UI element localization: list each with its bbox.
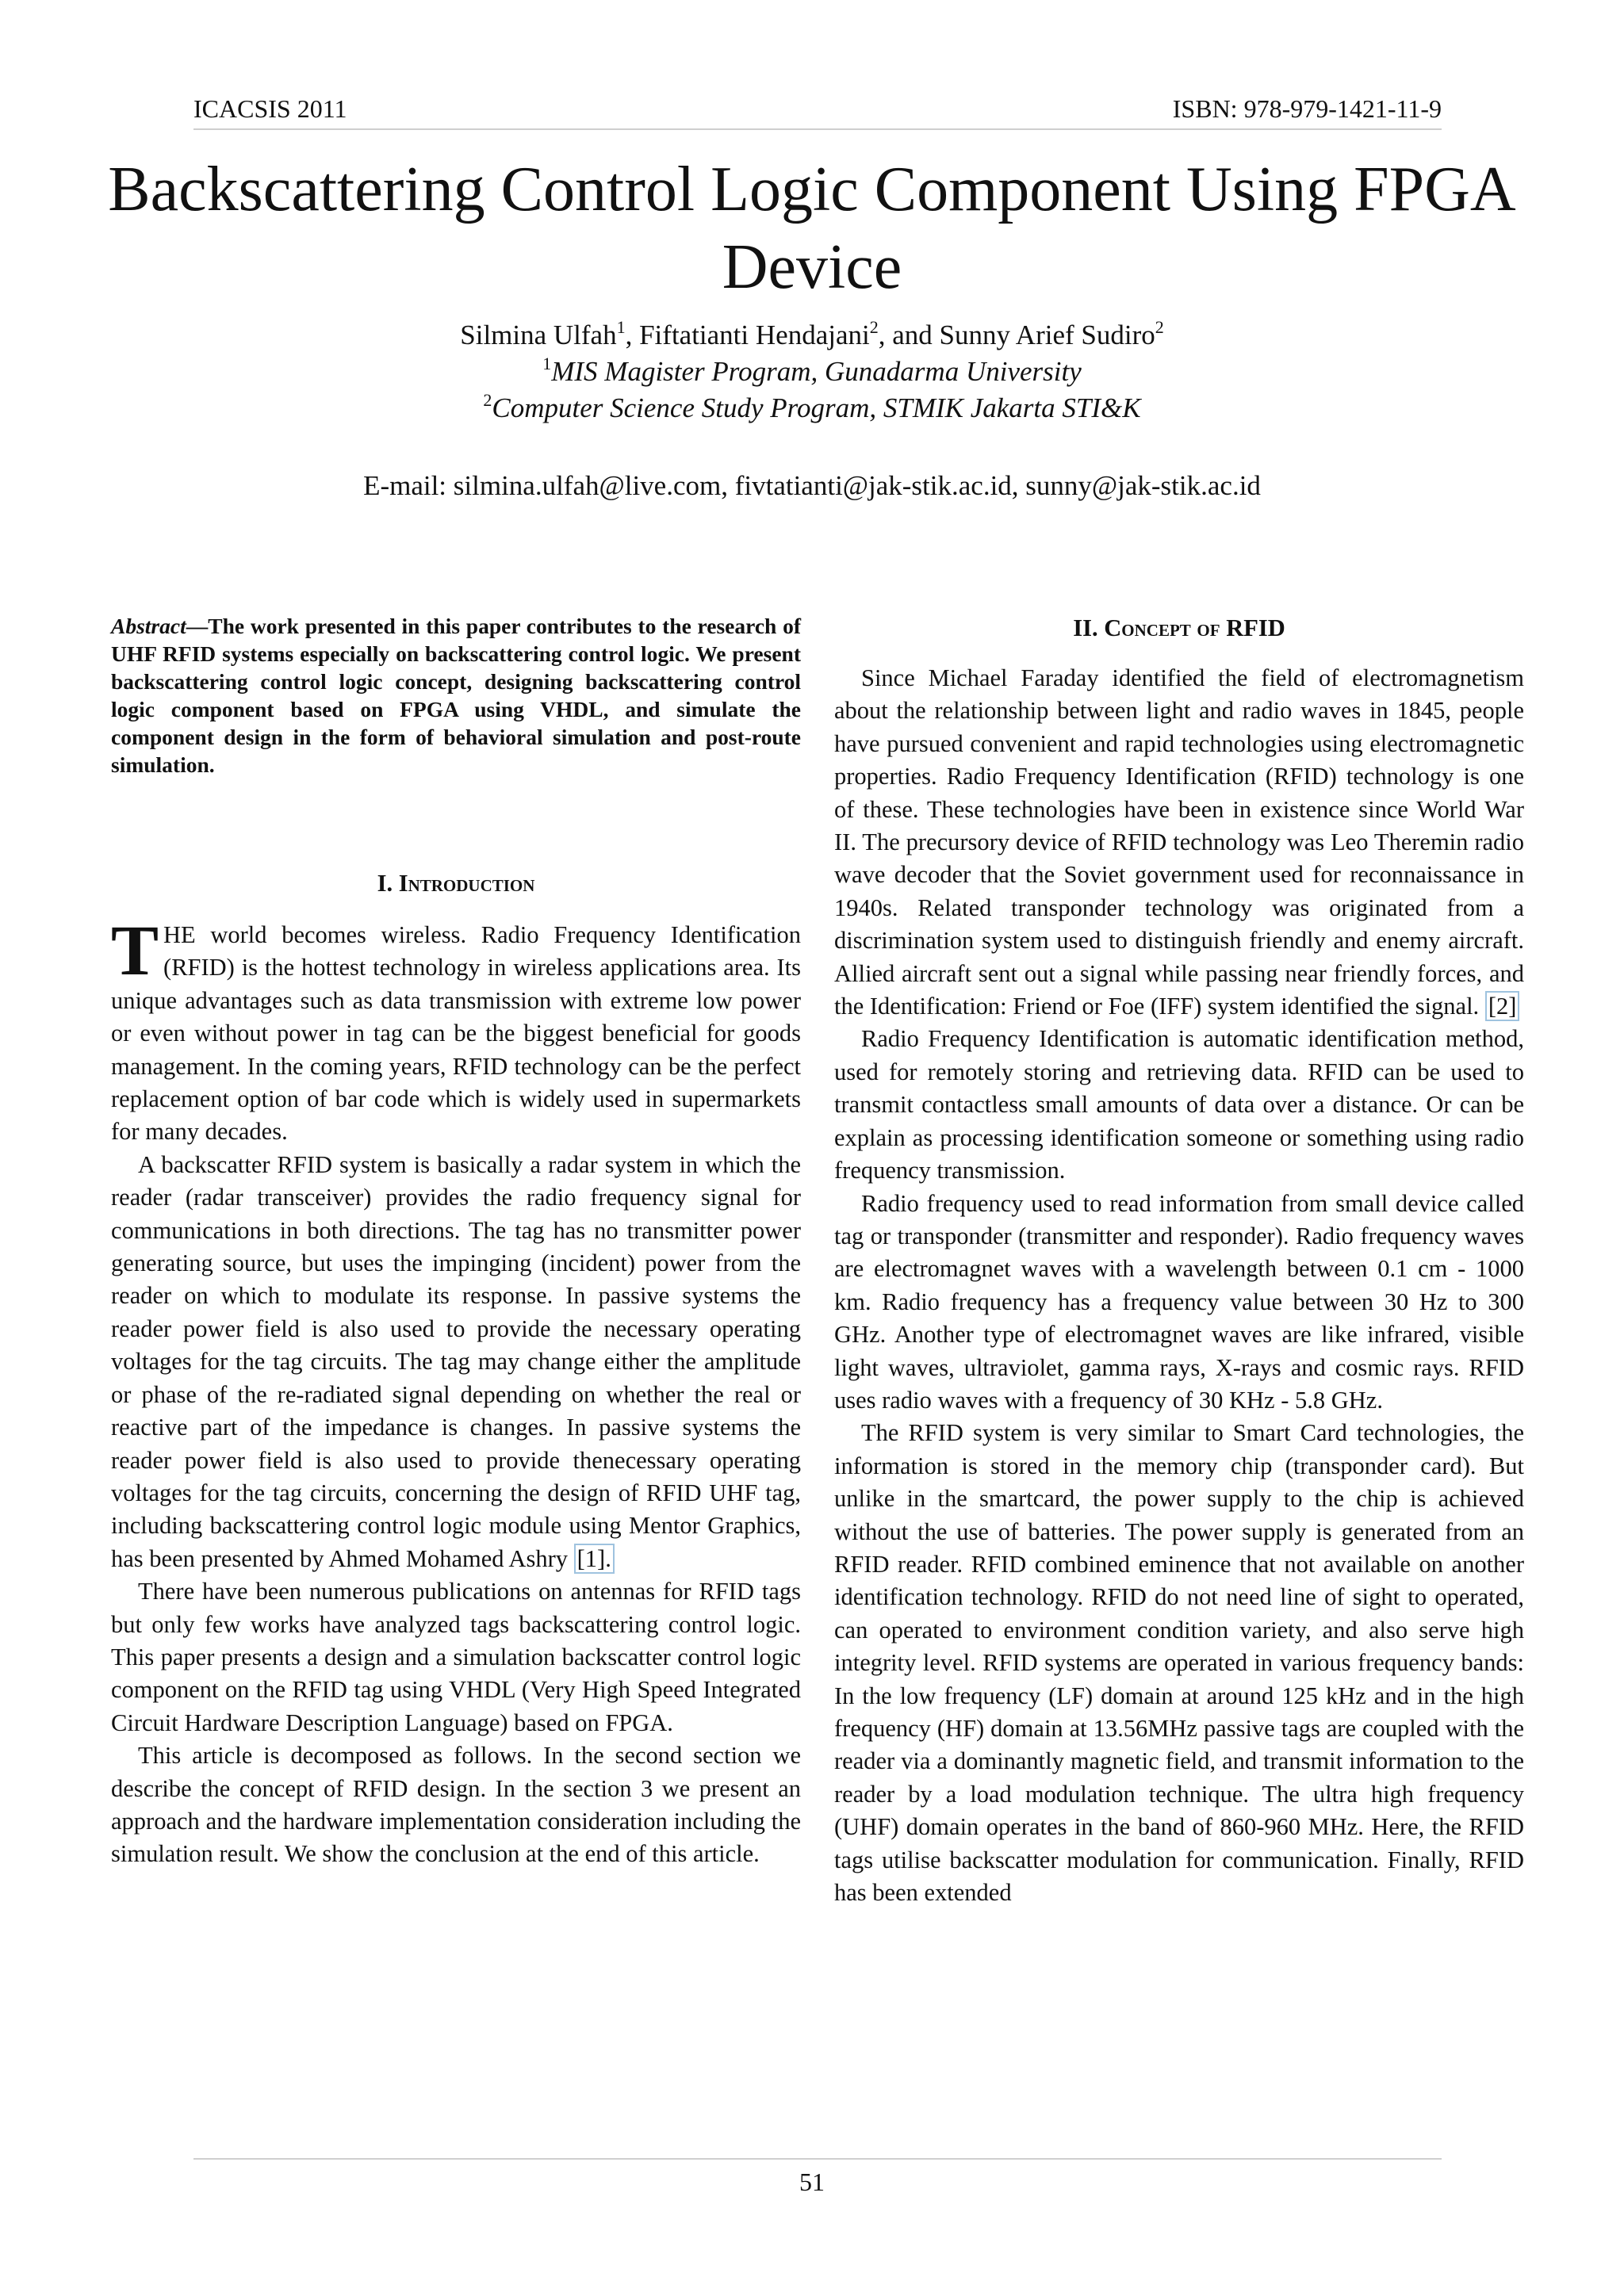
author-1: Silmina Ulfah bbox=[460, 320, 617, 350]
section-numeral: I. bbox=[377, 870, 393, 897]
section-numeral: II. bbox=[1073, 614, 1098, 641]
section-title: Introduction bbox=[398, 870, 535, 897]
section-heading-concept bbox=[834, 612, 1524, 645]
author-3-affil-mark: 2 bbox=[1155, 317, 1164, 337]
author-separator: , and bbox=[878, 320, 940, 350]
right-column bbox=[834, 612, 1524, 1909]
affiliation-2 bbox=[159, 390, 1465, 427]
spacer bbox=[111, 900, 801, 919]
abstract-dash: — bbox=[186, 614, 209, 638]
concept-paragraph-4: The RFID system is very similar to Smart Card technologies, the information is stored in the memory chip (transponder card). But unlike in the smartcard, the power supply to the chip is achieved without the use of batteries. The power supply is generated from an RFID reader. RFID combined eminence that not available on another identification technology. RFID do not need line of sight to operated, can operated to environment condition variety, and also serve high integrity level. RFID systems are operated in various frequency bands: In the low frequency (LF) domain at around 125 kHz and in the high frequency (HF) domain at 13.56MHz passive tags are coupled with the reader via a dominantly magnetic field, and transmit information to the reader by a load modulation technique. The ultra high frequency (UHF) domain operates in the band of 860-960 MHz. Here, the RFID tags utilise backscatter modulation for communication. Finally, RFID has been extended bbox=[834, 1419, 1524, 1907]
drop-cap: T bbox=[111, 912, 159, 990]
author-1-affil-mark: 1 bbox=[616, 317, 626, 337]
affiliation-1-mark: 1 bbox=[542, 354, 552, 373]
affiliation-1 bbox=[159, 354, 1465, 390]
author-2: Fiftatianti Hendajani bbox=[639, 320, 870, 350]
section-title: Concept of RFID bbox=[1104, 614, 1285, 641]
running-header bbox=[193, 89, 1442, 130]
author-separator: , bbox=[625, 320, 640, 350]
intro-paragraph-3: There have been numerous publications on antennas for RFID tags but only few works have analyzed tags backscattering control logic. This paper presents a design and a simulation backscatter control logic component on the RFID tag using VHDL (Very High Speed Integrated Circuit Hardware Description Language) based on FPGA. bbox=[111, 1578, 801, 1736]
concept-paragraph-1-text: Since Michael Faraday identified the field of electromagnetism about the relationship between light and radio waves in 1845, people have pursued convenient and rapid technologies using electromagnetic properties. Radio Frequency Identification (RFID) technology is one of these. These technologies have been in existence since World War II. The precursory device of RFID technology was Leo Theremin radio wave decoder that the Soviet government used for reconnaissance in 1940s. Related transponder technology was originated from a discrimination system used to distinguish friendly and enemy aircraft. Allied aircraft sent out a signal while passing near friendly forces, and the Identification: Friend or Foe (IFF) system identified the signal. bbox=[834, 664, 1524, 1020]
intro-paragraph-4: This article is decomposed as follows. In the second section we describe the concept of RFID design. In the section 3 we present an approach and the hardware implementation consideration including the simulation result. We show the conclusion at the end of this article. bbox=[111, 1742, 801, 1868]
affiliation-2-mark: 2 bbox=[483, 390, 492, 410]
left-column bbox=[111, 612, 801, 1871]
intro-paragraph-1-text: world becomes wireless. Radio Frequency Identification (RFID) is the hottest technology in wireless applications area. Its unique advantages such as data transmission with extreme low power or even without power in tag can be the biggest beneficial for goods management. In the coming years, RFID technology can be the perfect replacement option of bar code which is widely used in supermarkets for many decades. bbox=[111, 921, 801, 1146]
author-3: Sunny Arief Sudiro bbox=[939, 320, 1155, 350]
section-heading-introduction bbox=[111, 867, 801, 900]
lead-caps: HE bbox=[163, 921, 196, 948]
spacer bbox=[834, 645, 1524, 662]
citation-link-2[interactable]: [2] bbox=[1485, 991, 1520, 1021]
conference-name: ICACSIS 2011 bbox=[193, 94, 347, 123]
author-line bbox=[159, 317, 1465, 354]
abstract-text: The work presented in this paper contributes to the research of UHF RFID systems especially on backscattering control logic. We present backscattering control logic concept, designing backscattering control logic component based on FPGA using VHDL, and simulate the component design in the form of behavioral simulation and post-route simulation. bbox=[111, 614, 801, 777]
abstract-label: Abstract bbox=[111, 614, 186, 638]
affiliation-2-text: Computer Science Study Program, STMIK Jakarta STI&K bbox=[492, 392, 1141, 423]
isbn: ISBN: 978-979-1421-11-9 bbox=[1172, 94, 1442, 123]
citation-link-1[interactable]: [1]. bbox=[574, 1544, 615, 1574]
author-2-affil-mark: 2 bbox=[869, 317, 879, 337]
paper-title: Backscattering Control Logic Component Using FPGA Device bbox=[108, 155, 1516, 302]
intro-paragraph-2 bbox=[111, 1149, 801, 1575]
intro-paragraph-2-text: A backscatter RFID system is basically a radar system in which the reader (radar transceiver) provides the radio frequency signal for communications in both directions. The tag has no transmitter power generating source, but uses the impinging (incident) power from the reader on which to modulate its response. In passive systems the reader power field is also used to provide the necessary operating voltages for the tag circuits. The tag may change either the amplitude or phase of the re-radiated signal depending on whether the real or reactive part of the impedance is changes. In passive systems the reader power field is also used to provide thenecessary operating voltages for the tag circuits, concerning the design of RFID UHF tag, including backscattering control logic module using Mentor Graphics, has been presented by Ahmed Mohamed Ashry bbox=[111, 1150, 801, 1572]
email-line: E-mail: silmina.ulfah@live.com, fivtatianti@jak-stik.ac.id, sunny@jak-stik.ac.id bbox=[363, 470, 1261, 501]
page-number: 51 bbox=[799, 2168, 825, 2196]
abstract bbox=[111, 612, 801, 779]
footer-rule bbox=[193, 2158, 1442, 2160]
intro-paragraph-1 bbox=[111, 912, 801, 1149]
spacer bbox=[111, 779, 801, 867]
concept-paragraph-1 bbox=[834, 662, 1524, 1023]
concept-paragraph-3: Radio frequency used to read information from small device called tag or transponder (transmitter and responder). Radio frequency waves are electromagnet waves with a wavelength between 0.1 cm - 1000 km. Radio frequency has a frequency value between 30 Hz to 300 GHz. Another type of electromagnet waves are like infrared, visible light waves, ultraviolet, gamma rays, X-rays and cosmic rays. RFID uses radio waves with a frequency of 30 KHz - 5.8 GHz. bbox=[834, 1189, 1524, 1414]
affiliation-1-text: MIS Magister Program, Gunadarma University bbox=[551, 356, 1082, 387]
author-block bbox=[159, 317, 1465, 427]
concept-paragraph-2: Radio Frequency Identification is automatic identification method, used for remotely storing and retrieving data. RFID can be used to transmit contactless small amounts of data over a distance. Or can be explain as processing identification someone or something using radio frequency transmission. bbox=[834, 1025, 1524, 1184]
